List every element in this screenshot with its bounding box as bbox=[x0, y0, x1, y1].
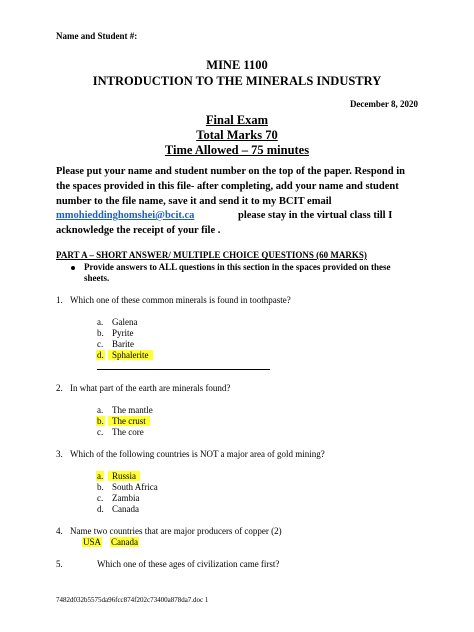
q1-option-c: Barite bbox=[112, 339, 134, 349]
q3-option-c: Zambia bbox=[112, 493, 140, 503]
question-3-number: 3. bbox=[56, 449, 63, 459]
question-2-number: 2. bbox=[56, 383, 63, 393]
email-link[interactable]: mmohieddinghomshei@bcit.ca bbox=[56, 210, 195, 221]
q3-option-a-letter: a. bbox=[97, 471, 104, 481]
part-a-heading: PART A – SHORT ANSWER/ MULTIPLE CHOICE QUESTIONS (60 MARKS) bbox=[56, 250, 367, 260]
part-a-note-line-1: Provide answers to ALL questions in this section in the spaces provided on these bbox=[84, 262, 391, 272]
time-allowed: Time Allowed – 75 minutes bbox=[164, 143, 310, 157]
instructions-line-3: number to the file name, save it and send it to my BCIT email bbox=[56, 196, 332, 207]
answer-line bbox=[97, 369, 270, 370]
q2-option-a: The mantle bbox=[112, 405, 153, 415]
q2-option-a-letter: a. bbox=[97, 405, 104, 415]
q1-option-d-letter: d. bbox=[97, 350, 104, 360]
q1-option-c-letter: c. bbox=[97, 339, 104, 349]
q3-option-a: Russia bbox=[108, 471, 140, 481]
q1-option-b-letter: b. bbox=[97, 328, 104, 338]
question-1-number: 1. bbox=[56, 295, 63, 305]
footer-doc-name: 7482d032b5575da96fcc874f202c73400a878da7.doc 1 bbox=[56, 596, 209, 604]
exam-title: Final Exam bbox=[205, 113, 269, 127]
instructions-line-4: please stay in the virtual class till I bbox=[238, 210, 393, 221]
total-marks: Total Marks 70 bbox=[196, 128, 278, 142]
course-code: MINE 1100 bbox=[206, 58, 268, 72]
question-5-number: 5. bbox=[56, 559, 63, 569]
q3-option-b: South Africa bbox=[112, 482, 158, 492]
q3-option-b-letter: b. bbox=[97, 482, 104, 492]
q4-answer-1: USA bbox=[83, 537, 102, 547]
q1-option-a: Galena bbox=[112, 317, 138, 327]
q2-option-c: The core bbox=[112, 427, 144, 437]
q2-option-c-letter: c. bbox=[97, 427, 104, 437]
question-2-text: In what part of the earth are minerals found? bbox=[70, 383, 231, 393]
instructions-line-5: acknowledge the receipt of your file . bbox=[56, 225, 221, 236]
q2-option-b-letter: b. bbox=[97, 416, 104, 426]
part-a-note-line-2: sheets. bbox=[84, 273, 110, 283]
q3-option-d: Canada bbox=[112, 504, 139, 514]
q2-option-b: The crust bbox=[108, 416, 150, 426]
instructions-line-2: the spaces provided in this file- after completing, add your name and student bbox=[56, 181, 399, 192]
question-4-text: Name two countries that are major producers of copper (2) bbox=[70, 526, 282, 536]
question-3-text: Which of the following countries is NOT a major area of gold mining? bbox=[70, 449, 325, 459]
q1-option-a-letter: a. bbox=[97, 317, 104, 327]
q1-option-d: Sphalerite bbox=[108, 350, 153, 360]
q1-option-b: Pyrite bbox=[112, 328, 134, 338]
q3-option-d-letter: d. bbox=[97, 504, 104, 514]
question-5-text: Which one of these ages of civilization came first? bbox=[97, 559, 280, 569]
course-title: INTRODUCTION TO THE MINERALS INDUSTRY bbox=[92, 74, 382, 88]
question-1-text: Which one of these common minerals is found in toothpaste? bbox=[70, 295, 291, 305]
name-student-label: Name and Student #: bbox=[56, 31, 138, 41]
q4-answer-2: Canada bbox=[111, 537, 138, 547]
exam-date: December 8, 2020 bbox=[349, 99, 418, 109]
instructions-line-1: Please put your name and student number on the top of the paper. Respond in bbox=[56, 166, 405, 177]
question-4-number: 4. bbox=[56, 526, 63, 536]
q3-option-c-letter: c. bbox=[97, 493, 104, 503]
bullet-icon bbox=[71, 266, 75, 270]
